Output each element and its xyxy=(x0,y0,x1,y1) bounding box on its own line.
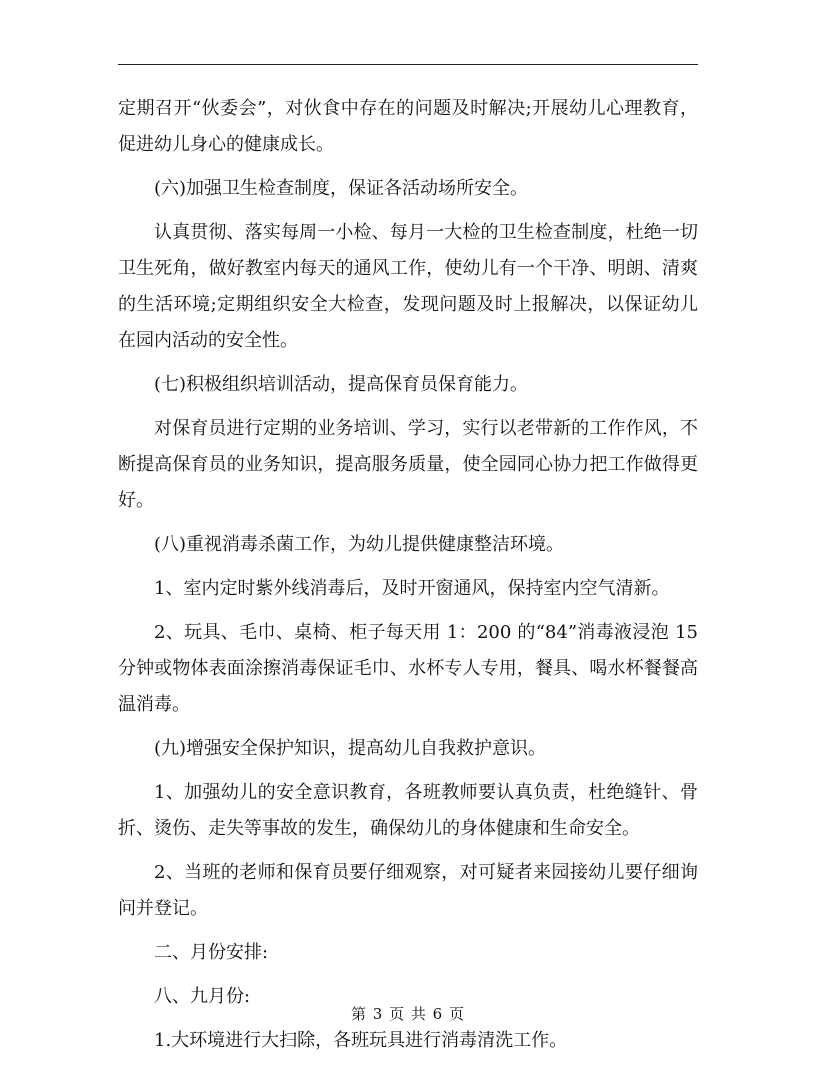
list-item: 1.大环境进行大扫除，各班玩具进行消毒清洗工作。 xyxy=(154,1030,568,1051)
list-item: 1、室内定时紫外线消毒后，及时开窗通风，保持室内空气清新。 xyxy=(154,578,670,599)
list-item: 2、玩具、毛巾、桌椅、柜子每天用 1：200 的“84”消毒液浸泡 15 分钟或物体表面涂擦消毒保证毛巾、水杯专人专用，餐具、喝水杯餐餐高温消毒。 xyxy=(118,622,698,715)
paragraph: 对保育员进行定期的业务培训、学习，实行以老带新的工作作风，不断提高保育员的业务知识，提高服务质量，使全园同心协力把工作做得更好。 xyxy=(118,418,698,511)
paragraph: 定期召开“伙委会”，对伙食中存在的问题及时解决;开展幼儿心理教育，促进幼儿身心的健康成长。 xyxy=(118,98,698,155)
list-item: 2、当班的老师和保育员要仔细观察，对可疑者来园接幼儿要仔细询问并登记。 xyxy=(118,862,698,919)
section-heading: (九)增强安全保护知识，提高幼儿自我救护意识。 xyxy=(154,738,547,759)
section-heading: (八)重视消毒杀菌工作，为幼儿提供健康整洁环境。 xyxy=(154,534,565,555)
sub-heading: 八、九月份: xyxy=(154,986,251,1007)
paragraph: 认真贯彻、落实每周一小检、每月一大检的卫生检查制度，杜绝一切卫生死角，做好教室内每天的通风工作，使幼儿有一个干净、明朗、清爽的生活环境;定期组织安全大检查，发现问题及时上报解决，以保证幼儿在园内活动的安全性。 xyxy=(118,222,698,351)
header-rule xyxy=(118,64,698,65)
list-item: 1、加强幼儿的安全意识教育，各班教师要认真负责，杜绝缝针、骨折、烫伤、走失等事故的发生，确保幼儿的身体健康和生命安全。 xyxy=(118,782,698,839)
section-heading: (六)加强卫生检查制度，保证各活动场所安全。 xyxy=(154,178,529,199)
document-body xyxy=(118,91,698,1067)
section-heading: (七)积极组织培训活动，提高保育员保育能力。 xyxy=(154,374,529,395)
section-heading: 二、月份安排: xyxy=(154,942,269,963)
page-number: 第 3 页 共 6 页 xyxy=(351,1005,465,1023)
